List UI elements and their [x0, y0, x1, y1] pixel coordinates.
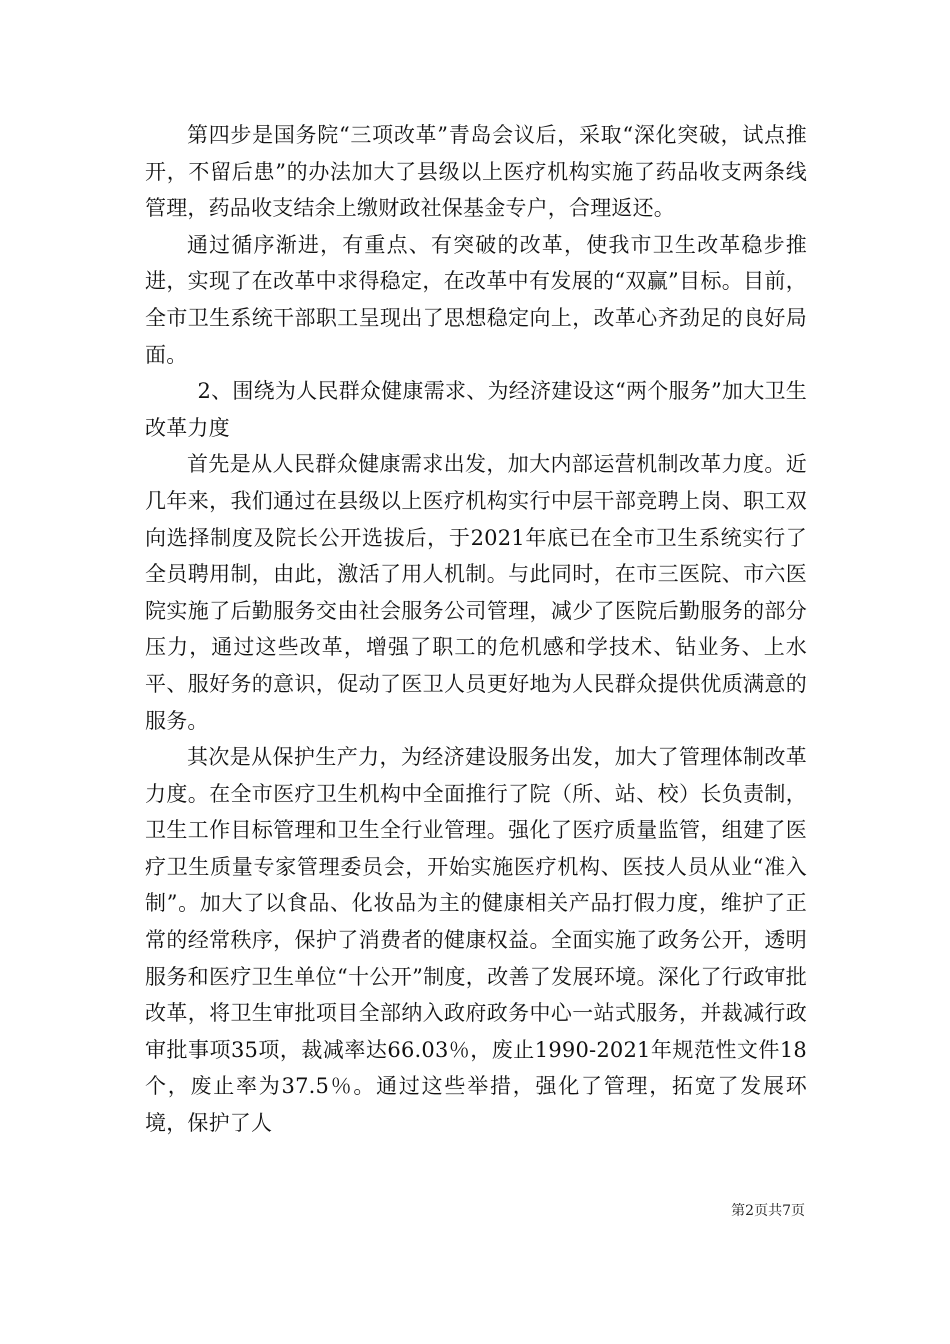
- paragraph-reform-summary: 通过循序渐进，有重点、有突破的改革，使我市卫生改革稳步推进，实现了在改革中求得稳定，在改革中有发展的“双赢”目标。目前，全市卫生系统干部职工呈现出了思想稳定向上，改革心齐劲足的良好局面。: [145, 232, 807, 367]
- paragraph-management-reform: 其次是从保护生产力，为经济建设服务出发，加大了管理体制改革力度。在全市医疗卫生机构中全面推行了院（所、站、校）长负责制，卫生工作目标管理和卫生全行业管理。强化了医疗质量监管，组建了医疗卫生质量专家管理委员会，开始实施医疗机构、医技人员从业“准入制”。加大了以食品、化妆品为主的健康相关产品打假力度，维护了正常的经常秩序，保护了消费者的健康权益。全面实施了政务公开，透明服务和医疗卫生单位“十公开”制度，改善了发展环境。深化了行政审批改革，将卫生审批项目全部纳入政府政务中心一站式服务，并裁减行政审批事项35项，裁减率达66.03％，废止1990-2021年规范性文件18个，废止率为37.5％。通过这些举措，强化了管理，拓宽了发展环境，保护了人: [145, 745, 807, 1136]
- section-heading-two-services: 2、围绕为人民群众健康需求、为经济建设这“两个服务”加大卫生改革力度: [145, 379, 807, 440]
- paragraph-step-four: 第四步是国务院“三项改革”青岛会议后，采取“深化突破，试点推开，不留后患”的办法加大了县级以上医疗机构实施了药品收支两条线管理，药品收支结余上缴财政社保基金专户，合理返还。: [145, 123, 807, 221]
- paragraph-internal-reform: 首先是从人民群众健康需求出发，加大内部运营机制改革力度。近几年来，我们通过在县级以上医疗机构实行中层干部竞聘上岗、职工双向选择制度及院长公开选拔后，于2021年底已在全市卫生系统实行了全员聘用制，由此，激活了用人机制。与此同时，在市三医院、市六医院实施了后勤服务交由社会服务公司管理，减少了医院后勤服务的部分压力，通过这些改革，增强了职工的危机感和学技术、钻业务、上水平、服好务的意识，促动了医卫人员更好地为人民群众提供优质满意的服务。: [145, 452, 807, 733]
- page-number: 第2页共7页: [731, 1203, 805, 1219]
- body-text: [145, 117, 807, 1142]
